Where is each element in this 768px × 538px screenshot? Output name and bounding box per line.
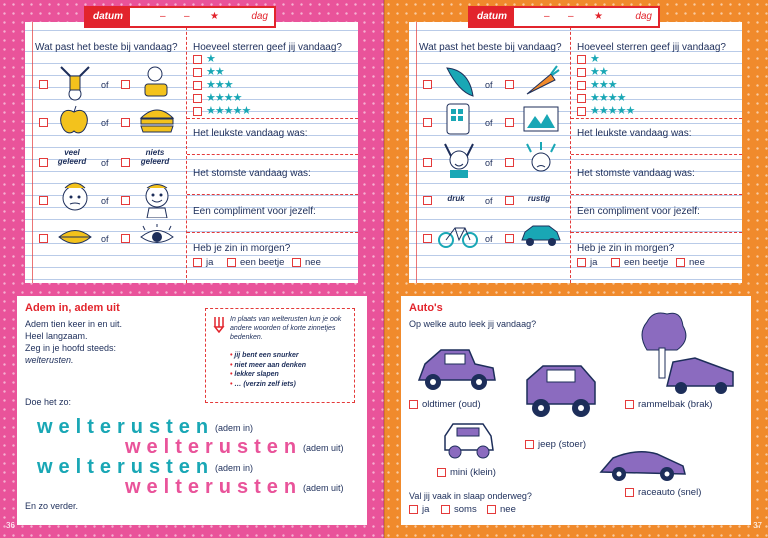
kid-lying-icon [137, 64, 177, 102]
choice-checkbox[interactable] [39, 234, 48, 243]
star-row-5: ★★★★★ [206, 105, 251, 117]
mini-car-icon [439, 418, 499, 462]
answer-een-beetje-checkbox[interactable] [227, 258, 236, 267]
star-row-2: ★★ [590, 66, 608, 78]
sleep-soms-checkbox[interactable] [441, 505, 450, 514]
exercise-card: Adem in, adem uit Adem tien keer in en uit. Heel langzaam. Zeg in je hoofd steeds: welterusten. In plaats van welterusten kun je ook andere woorden of korte zinnetjes bedenken. • jij bent een snurker • niet meer aan denken • lekker slapen • … (verzin zelf iets) Doe het zo: welterusten (adem in) welterusten (adem uit) welterusten (adem in) welterusten (adem uit) En zo verder. [17, 296, 367, 525]
choice-checkbox[interactable] [121, 118, 130, 127]
carrot-icon [521, 64, 561, 100]
mini-checkbox[interactable] [437, 468, 446, 477]
jeep-car-icon [521, 360, 601, 422]
tip-list: • jij bent een snurker • niet meer aan denken • lekker slapen • … (verzin zelf iets) [230, 352, 306, 388]
answer-ja-checkbox[interactable] [193, 258, 202, 267]
word-teal-1: welterusten [37, 416, 215, 438]
question-stars: Hoeveel sterren geef jij vandaag? [193, 42, 342, 53]
right-page [384, 0, 768, 538]
choice-checkbox[interactable] [423, 118, 432, 127]
star-row-5: ★★★★★ [590, 105, 635, 117]
painting-icon [521, 104, 561, 134]
handwritten-right: niets geleerd [140, 148, 170, 166]
question-stars: Hoeveel sterren geef jij vandaag? [577, 42, 726, 53]
tablet-icon [443, 102, 473, 136]
eye-icon [137, 224, 177, 250]
star-row-1: ★ [206, 53, 215, 65]
rammelbak-car-icon [637, 310, 737, 396]
answer-een-beetje-checkbox[interactable] [611, 258, 620, 267]
star-rating-checkbox[interactable] [577, 107, 586, 116]
cars-question: Op welke auto leek jij vandaag? [409, 319, 537, 329]
star-rating-checkbox[interactable] [193, 55, 202, 64]
star-icon: ★ [210, 11, 219, 22]
star-rating-checkbox[interactable] [577, 94, 586, 103]
star-row-1: ★ [590, 53, 599, 65]
star-row-4: ★★★★ [590, 92, 626, 104]
tip-box [205, 308, 355, 403]
jeep-checkbox[interactable] [525, 440, 534, 449]
date-field[interactable]: datum – – ★ dag [84, 6, 276, 28]
raceauto-checkbox[interactable] [625, 488, 634, 497]
raceauto-car-icon [597, 444, 689, 484]
handwritten-right: rustig [527, 194, 551, 203]
star-row-4: ★★★★ [206, 92, 242, 104]
star-row-3: ★★★ [206, 79, 233, 91]
word-teal-2: welterusten [37, 456, 215, 478]
prompt-compliment: Een compliment voor jezelf: [193, 206, 316, 217]
prompt-stomste: Het stomste vandaag was: [193, 168, 311, 179]
cars-card: Auto's Op welke auto leek jij vandaag? oldtimer (oud) jeep (stoer) rammelbak (brak) mini (klein) raceauto (snel) Val jij vaak in slaap onderweg? ja soms nee [401, 296, 751, 525]
star-rating-checkbox[interactable] [193, 94, 202, 103]
kid-handstand-icon [55, 64, 95, 102]
star-rating-checkbox[interactable] [193, 68, 202, 77]
oldtimer-car-icon [415, 342, 499, 394]
choice-checkbox[interactable] [423, 158, 432, 167]
word-pink-1: welterusten [125, 436, 303, 458]
question-best-fit: Wat past het beste bij vandaag? [35, 42, 178, 53]
choice-checkbox[interactable] [505, 80, 514, 89]
choice-checkbox[interactable] [505, 158, 514, 167]
word-pink-2: welterusten [125, 476, 303, 498]
cars-title: Auto's [409, 302, 443, 314]
choice-checkbox[interactable] [423, 234, 432, 243]
prompt-leukste: Het leukste vandaag was: [193, 128, 308, 139]
choice-checkbox[interactable] [39, 80, 48, 89]
rammelbak-checkbox[interactable] [625, 400, 634, 409]
choice-checkbox[interactable] [505, 196, 514, 205]
choice-checkbox[interactable] [39, 118, 48, 127]
hamburger-icon [137, 104, 177, 136]
cheering-kid-icon [439, 140, 479, 180]
star-rating-checkbox[interactable] [193, 81, 202, 90]
confused-kid-icon [55, 178, 95, 218]
sleep-nee-checkbox[interactable] [487, 505, 496, 514]
prompt-stomste: Het stomste vandaag was: [577, 168, 695, 179]
choice-checkbox[interactable] [121, 196, 130, 205]
car-icon [519, 222, 563, 250]
star-rating-checkbox[interactable] [577, 55, 586, 64]
tip-text: In plaats van welterusten kun je ook andere woorden of korte zinnetjes bedenken. [230, 316, 342, 341]
sleep-question: Val jij vaak in slaap onderweg? [409, 491, 532, 501]
prompt-morgen: Heb je zin in morgen? [577, 243, 675, 254]
choice-checkbox[interactable] [505, 118, 514, 127]
page-number-right: 37 [753, 521, 762, 530]
choice-checkbox[interactable] [423, 80, 432, 89]
exercise-title: Adem in, adem uit [25, 302, 120, 314]
question-best-fit: Wat past het beste bij vandaag? [419, 42, 562, 53]
star-row-2: ★★ [206, 66, 224, 78]
choice-checkbox[interactable] [505, 234, 514, 243]
star-rating-checkbox[interactable] [577, 68, 586, 77]
happy-kid-icon [137, 178, 177, 218]
star-row-3: ★★★ [590, 79, 617, 91]
apple-icon [57, 104, 91, 136]
star-icon: ★ [594, 11, 603, 22]
choice-checkbox[interactable] [121, 234, 130, 243]
prompt-morgen: Heb je zin in morgen? [193, 243, 291, 254]
bicycle-icon [437, 222, 479, 250]
choice-checkbox[interactable] [39, 158, 48, 167]
oldtimer-checkbox[interactable] [409, 400, 418, 409]
date-field[interactable]: datum – – ★ dag [468, 6, 660, 28]
banana-icon [439, 62, 479, 102]
answer-nee-checkbox[interactable] [292, 258, 301, 267]
datum-label: datum [470, 8, 514, 26]
book-spine [383, 0, 385, 538]
lightbulb-icon [212, 315, 226, 333]
datum-label: datum [86, 8, 130, 26]
choice-checkbox[interactable] [39, 196, 48, 205]
prompt-leukste: Het leukste vandaag was: [577, 128, 692, 139]
choice-checkbox[interactable] [423, 196, 432, 205]
answer-ja-checkbox[interactable] [577, 258, 586, 267]
lips-icon [55, 224, 95, 250]
page-number-left: 36 [6, 521, 15, 530]
journal-notebook: Wat past het beste bij vandaag? Hoeveel sterren geef jij vandaag? of of veel geleerd of niets geleerd of of ★ ★★ ★★★ ★★★★ ★★★★★ Het leukste vandaag was: Het stomste vandaag was: Een compliment voor jezelf: Heb je zin in morgen? ja een beetje nee [25, 22, 358, 283]
star-rating-checkbox[interactable] [193, 107, 202, 116]
handwritten-left: druk [447, 194, 465, 203]
stressed-kid-icon [521, 140, 561, 180]
answer-nee-checkbox[interactable] [676, 258, 685, 267]
sleep-ja-checkbox[interactable] [409, 505, 418, 514]
journal-notebook: Wat past het beste bij vandaag? Hoeveel sterren geef jij vandaag? of of of druk of rustig of ★ ★★ ★★★ ★★★★ ★★★★★ Het leukste vandaag was: Het stomste vandaag was: Een compliment voor jezelf: Heb je zin in morgen? ja een beetje nee [409, 22, 742, 283]
star-rating-checkbox[interactable] [577, 81, 586, 90]
choice-checkbox[interactable] [121, 80, 130, 89]
handwritten-left: veel geleerd [57, 148, 87, 166]
choice-checkbox[interactable] [121, 158, 130, 167]
prompt-compliment: Een compliment voor jezelf: [577, 206, 700, 217]
